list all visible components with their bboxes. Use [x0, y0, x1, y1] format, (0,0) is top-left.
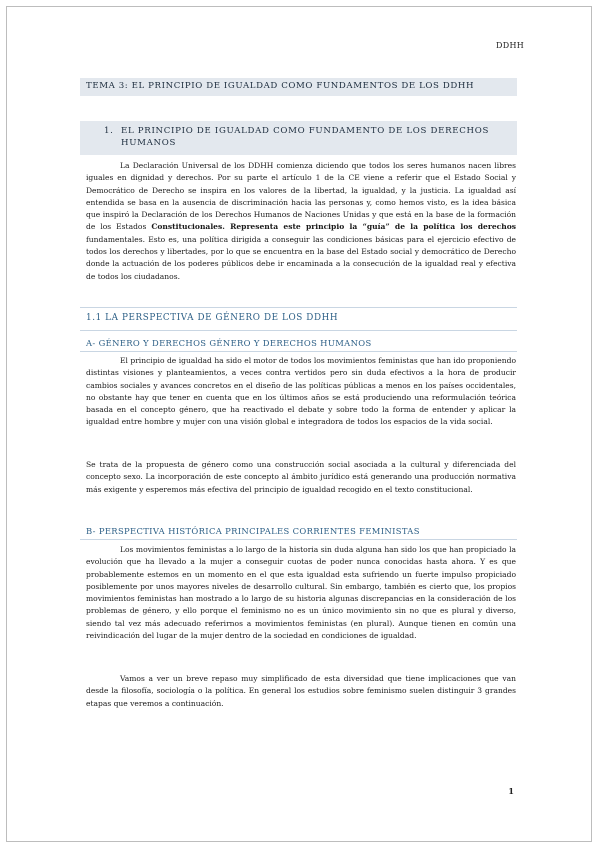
running-header: DDHH	[496, 41, 524, 50]
section-1-number: 1.	[104, 126, 114, 136]
subsection-b-paragraph-2: Vamos a ver un breve repaso muy simplificado de esta diversidad que tiene implicaciones que van desde la filosofía, sociología o la política. En general los estudios sobre feminismo suelen distinguir 3 grandes etapas que veremos a continuación.	[86, 674, 516, 708]
section-11-rule-bottom	[80, 330, 517, 331]
subsection-b-rule	[80, 539, 517, 540]
subsection-a-paragraph-2: Se trata de la propuesta de género como una construcción social asociada a la cultural y diferenciada del concepto sexo. La incorporación de este concepto al ámbito jurídico está generando una producción normativa más exigente y esperemos más efectiva del principio de igualdad recogido en el texto constitucional.	[86, 460, 516, 494]
section-11-title: 1.1 LA PERSPECTIVA DE GÉNERO DE LOS DDHH	[86, 313, 339, 323]
section-1-heading	[80, 121, 517, 155]
subsection-a-rule	[80, 351, 517, 352]
subsection-b-paragraph-1: Los movimientos feministas a lo largo de la historia sin duda alguna han sido los que han propiciado la evolución que ha llevado a la mujer a conseguir cuotas de poder nunca conocidas hasta ahora. Y es que probablemente estemos en un momento en el que esta igualdad esta sufriendo un fuerte impulso propiciado posiblemente por unos mayores niveles de desarrollo cultural. Sin embargo, también es cierto que, los propios movimientos feministas han mostrado a lo largo de su historia algunas discrepancias en la consideración de los problemas de género, y ello porque el feminismo no es un único movimiento sin no que es plural y diverso, siendo tal vez más adecuado referirnos a movimientos feministas (en plural). Aunque tienen en común una reivindicación del lugar de la mujer dentro de la sociedad en condiciones de igualdad.	[86, 545, 516, 641]
section-1-text-a: La Declaración Universal de los DDHH comienza diciendo que todos los seres humanos nacen libres iguales en dignidad y derechos. Por su parte el artículo 1 de la CE viene a referir que el Estado Social y Democrático de Derecho se inspira en los valores de la libertad, la igualdad, y la justicia. La igualdad así entendida se basa en la ausencia de discriminación hacia las personas y, como hemos visto, es la idea básica que inspiró la Declaración de los Derechos Humanos de Naciones Unidas y que está en la base de la formación de los Estados	[86, 161, 516, 232]
section-1-title: EL PRINCIPIO DE IGUALDAD COMO FUNDAMENTO DE LOS DERECHOS HUMANOS	[121, 126, 490, 148]
subsection-a-title: A- GÉNERO Y DERECHOS GÉNERO Y DERECHOS HUMANOS	[86, 338, 372, 348]
section-1-text-b: fundamentales. Esto es, una política dirigida a conseguir las condiciones básicas para el ejercicio efectivo de todos los derechos y libertades, por lo que se encuentra en la base del Estado social y democrático de Derecho donde la actuación de los poderes públicos debe ir encaminada a la consecución de la igualdad real y efectiva de todos los ciudadanos.	[86, 234, 516, 281]
theme-title: TEMA 3: EL PRINCIPIO DE IGUALDAD COMO FUNDAMENTOS DE LOS DDHH	[80, 78, 517, 96]
section-1-text-bold: Constitucionales. Representa este principio la “guía” de la política los derechos	[151, 222, 516, 232]
page-number: 1	[508, 786, 514, 796]
section-11-rule-top	[80, 307, 517, 308]
section-1-paragraph	[86, 160, 516, 283]
subsection-a-paragraph-1: El principio de igualdad ha sido el motor de todos los movimientos feministas que han ido proponiendo distintas visiones y planteamientos, a veces contra vertidos pero sin duda efectivos a la hora de producir cambios sociales y avances concretos en el diseño de las políticas públicas a menos en los países occidentales, no obstante hay que tener en cuenta que en los últimos años se está produciendo una reformulación teórica basada en el concepto género, que ha reactivado el debate y sobre todo la forma de entender y aplicar la igualdad entre hombre y mujer con una visión global e integradora de todos los espacios de la vida social.	[86, 356, 516, 427]
subsection-b-title: B- PERSPECTIVA HISTÓRICA PRINCIPALES CORRIENTES FEMINISTAS	[86, 526, 420, 536]
